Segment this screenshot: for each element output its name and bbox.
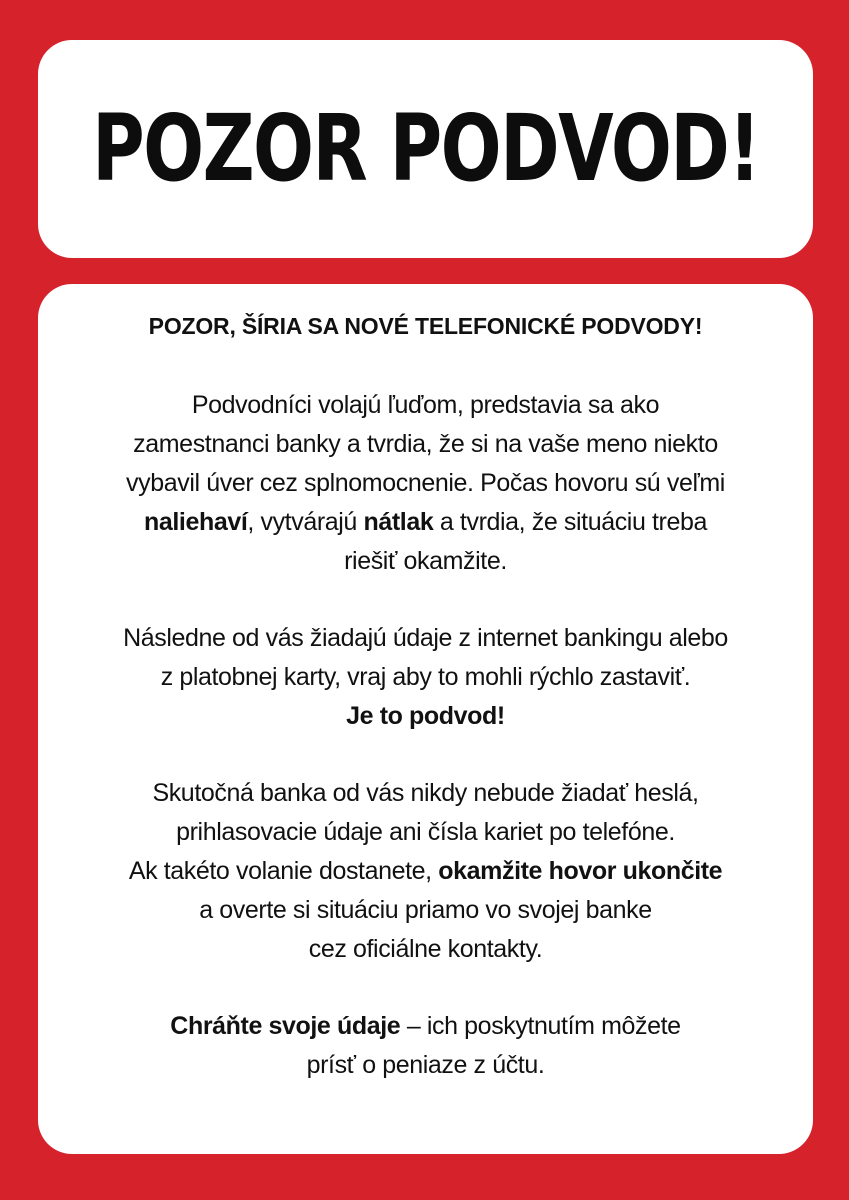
text-line: z platobnej karty, vraj aby to mohli rýchlo zastaviť.: [160, 663, 691, 691]
text-line: [38, 503, 813, 542]
text-line: a overte si situáciu priamo vo svojej banke: [199, 896, 652, 924]
page-title: POZOR PODVOD!: [91, 95, 760, 202]
text-segment: a tvrdia, že situáciu treba: [433, 508, 707, 536]
emphasis-text: Chráňte svoje údaje: [170, 1012, 401, 1040]
warning-subheading: POZOR, ŠÍRIA SA NOVÉ TELEFONICKÉ PODVODY!: [148, 313, 703, 339]
text-line: Podvodníci volajú ľuďom, predstavia sa ako: [191, 391, 660, 419]
text-segment: , vytvárajú: [247, 508, 364, 536]
emphasis-text: nátlak: [363, 508, 434, 536]
text-segment: – ich poskytnutím môžete: [400, 1012, 681, 1040]
emphasis-text: Je to podvod!: [346, 702, 505, 730]
text-line: zamestnanci banky a tvrdia, že si na vaše meno niekto: [133, 430, 718, 458]
text-line: prísť o peniaze z účtu.: [306, 1051, 545, 1079]
emphasis-text: okamžite hovor ukončite: [438, 857, 723, 885]
text-line: [38, 1007, 813, 1046]
paragraph-advice: [38, 774, 813, 969]
text-line: prihlasovacie údaje ani čísla kariet po telefóne.: [176, 818, 675, 846]
paragraph-protect-data: [38, 1007, 813, 1085]
text-segment: Ak takéto volanie dostanete,: [128, 857, 439, 885]
text-line: Následne od vás žiadajú údaje z internet bankingu alebo: [123, 624, 728, 652]
text-line: riešiť okamžite.: [344, 547, 507, 575]
warning-card: [38, 284, 813, 1154]
text-line: Skutočná banka od vás nikdy nebude žiadať heslá,: [152, 779, 699, 807]
emphasis-text: naliehaví: [143, 508, 248, 536]
paragraph-scam-description: [38, 386, 813, 581]
text-line: [38, 852, 813, 891]
text-line: [38, 697, 813, 736]
text-line: vybavil úver cez splnomocnenie. Počas hovoru sú veľmi: [126, 469, 725, 497]
text-line: cez oficiálne kontakty.: [308, 935, 543, 963]
title-card: [38, 40, 813, 258]
paragraph-data-request: [38, 619, 813, 736]
